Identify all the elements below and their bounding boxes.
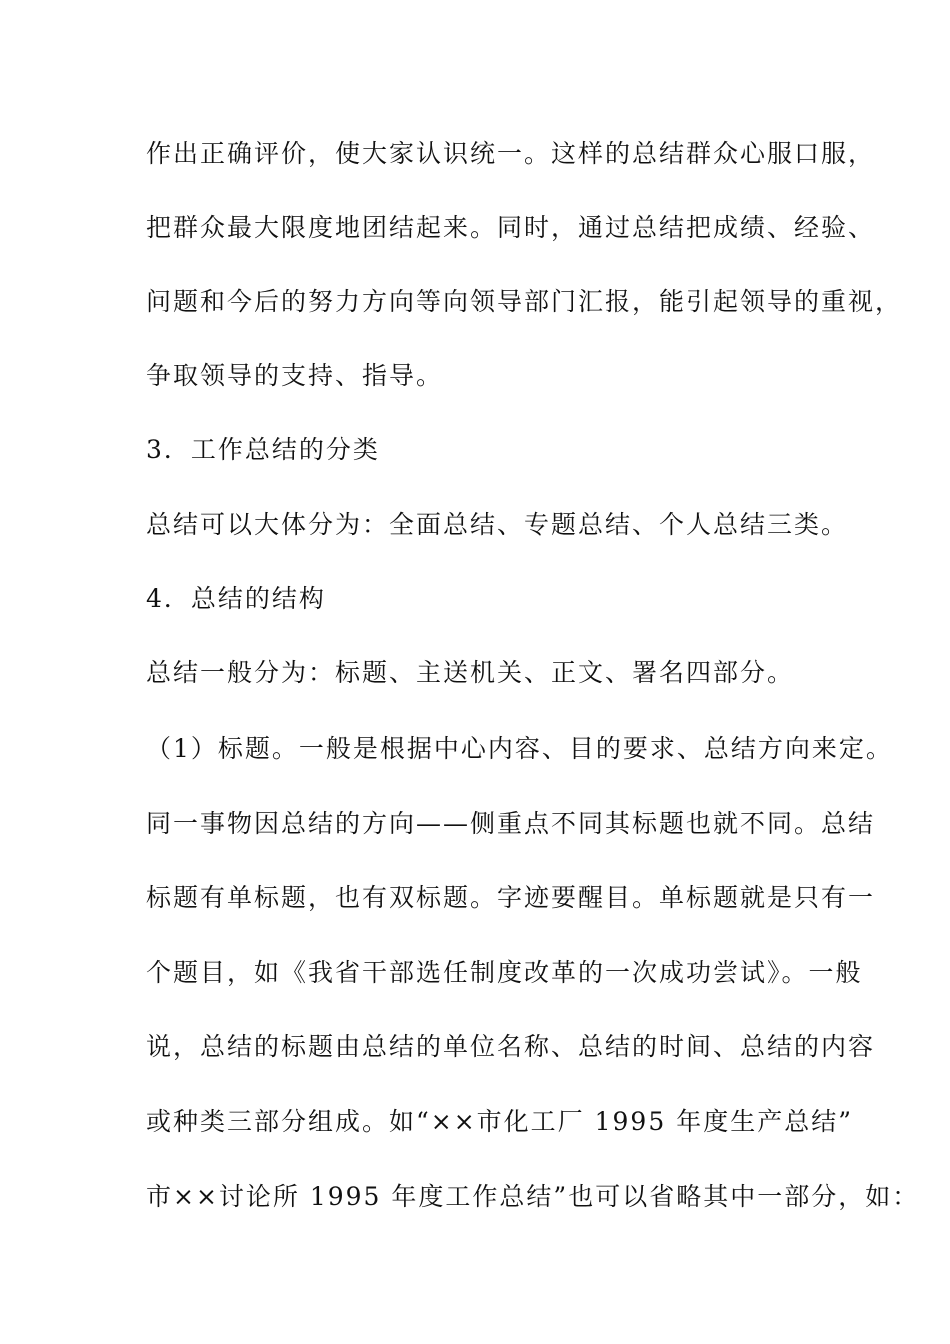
text-line-4: 争取领导的支持、指导。 (146, 361, 444, 390)
section-heading-classification: 3．工作总结的分类 (146, 435, 380, 464)
section-heading-structure: 4．总结的结构 (146, 584, 326, 613)
text-line-9: （1）标题。一般是根据中心内容、目的要求、总结方向来定。 (146, 734, 893, 763)
text-line-8: 总结一般分为：标题、主送机关、正文、署名四部分。 (146, 658, 795, 687)
text-line-3: 问题和今后的努力方向等向领导部门汇报，能引起领导的重视， (146, 287, 903, 316)
text-line-11: 标题有单标题，也有双标题。字迹要醒目。单标题就是只有一 (146, 883, 876, 912)
text-line-2: 把群众最大限度地团结起来。同时，通过总结把成绩、经验、 (146, 213, 876, 242)
text-line-6: 总结可以大体分为：全面总结、专题总结、个人总结三类。 (146, 510, 849, 539)
text-line-12: 个题目，如《我省干部选任制度改革的一次成功尝试》。一般 (146, 958, 863, 987)
text-line-1: 作出正确评价，使大家认识统一。这样的总结群众心服口服， (146, 139, 876, 168)
text-line-15: 市××讨论所 1995 年度工作总结”也可以省略其中一部分，如： (146, 1182, 920, 1211)
text-line-14: 或种类三部分组成。如“××市化工厂 1995 年度生产总结” (146, 1107, 853, 1136)
text-line-13: 说，总结的标题由总结的单位名称、总结的时间、总结的内容 (146, 1032, 876, 1061)
text-line-10: 同一事物因总结的方向——侧重点不同其标题也就不同。总结 (146, 809, 876, 838)
